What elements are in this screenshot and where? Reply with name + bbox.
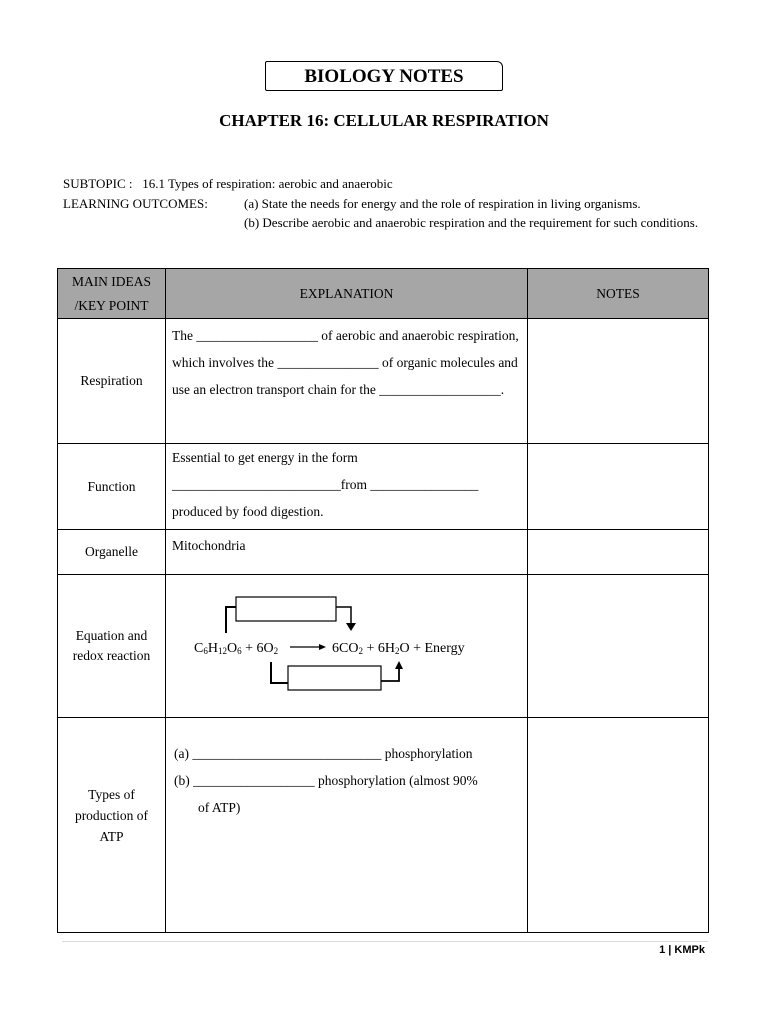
equation-label-line2: redox reaction (72, 648, 151, 663)
atp-label-line1: Types of (88, 786, 135, 802)
title-box (265, 61, 503, 91)
table-header-row (58, 269, 709, 319)
atp-label-line2: production of (74, 807, 149, 823)
function-notes-cell[interactable] (528, 444, 709, 530)
atp-line-a: (a) ____________________________ phosphorylation (174, 746, 473, 761)
header-notes: NOTES (528, 269, 709, 319)
equation-cell (166, 575, 528, 718)
bottom-arrowhead-up (395, 661, 403, 669)
row-label-respiration: Respiration (58, 319, 166, 444)
top-blank-box[interactable] (236, 597, 336, 621)
learning-outcomes-label: LEARNING OUTCOMES: (63, 195, 208, 211)
page-title: BIOLOGY NOTES (304, 66, 464, 87)
bottom-arrow-right-leg (381, 669, 399, 681)
table-row (58, 319, 709, 444)
chapter-heading: CHAPTER 16: CELLULAR RESPIRATION (219, 111, 549, 130)
function-line2: _________________________from ________________ (172, 477, 479, 492)
footer-divider (62, 941, 708, 942)
top-arrow-right-leg (336, 607, 351, 624)
meta-block (63, 174, 703, 233)
top-arrowhead-down (346, 623, 356, 631)
table-row (58, 530, 709, 575)
notes-table (57, 268, 709, 933)
table-row (58, 575, 709, 718)
atp-label-line3: ATP (99, 828, 124, 844)
atp-explanation (166, 718, 528, 933)
row-label-atp (58, 718, 166, 933)
respiration-explanation: The __________________ of aerobic and anaerobic respiration, which involves the _______________ of organic molecules and use an electron transport chain for the __________________. (166, 319, 528, 444)
top-arrow-left-leg (226, 607, 236, 633)
function-line1: Essential to get energy in the form (172, 450, 358, 465)
reaction-arrowhead (319, 644, 326, 650)
learning-outcomes-text (244, 194, 703, 233)
subtopic-row (63, 174, 703, 194)
row-label-equation (58, 575, 166, 718)
atp-notes-cell[interactable] (528, 718, 709, 933)
organelle-explanation: Mitochondria (166, 530, 528, 575)
header-explanation: EXPLANATION (166, 269, 528, 319)
table-row (58, 718, 709, 933)
function-explanation (166, 444, 528, 530)
table-row (58, 444, 709, 530)
learning-outcomes-row (63, 194, 703, 233)
products-text: 6CO2 + 6H2O + Energy (332, 641, 465, 656)
subtopic-value: 16.1 Types of respiration: aerobic and anaerobic (142, 176, 393, 191)
reactants-text: C6H12O6 + 6O2 (194, 641, 279, 656)
subtopic-label: SUBTOPIC : (63, 176, 133, 191)
organelle-notes-cell[interactable] (528, 530, 709, 575)
header-main-ideas (58, 269, 166, 319)
row-label-organelle: Organelle (58, 530, 166, 575)
atp-line-b2: of ATP) (198, 800, 241, 815)
header-main-line1: MAIN IDEAS (71, 273, 152, 289)
bottom-blank-box[interactable] (288, 666, 381, 690)
atp-line-b: (b) __________________ phosphorylation (almost 90% (174, 773, 478, 788)
learning-outcome-b: (b) Describe aerobic and anaerobic respiration and the requirement for such conditions. (244, 215, 699, 230)
redox-equation-diagram (166, 575, 528, 718)
page-footer: 1 | KMPk (659, 944, 705, 956)
equation-notes-cell[interactable] (528, 575, 709, 718)
respiration-notes-cell[interactable] (528, 319, 709, 444)
bottom-arrow-left-leg (271, 662, 288, 683)
row-label-function: Function (58, 444, 166, 530)
header-main-line2: /KEY POINT (74, 297, 149, 313)
function-line3: produced by food digestion. (172, 504, 324, 519)
equation-label-line1: Equation and (75, 628, 148, 643)
learning-outcome-a: (a) State the needs for energy and the role of respiration in living organisms. (244, 195, 641, 211)
